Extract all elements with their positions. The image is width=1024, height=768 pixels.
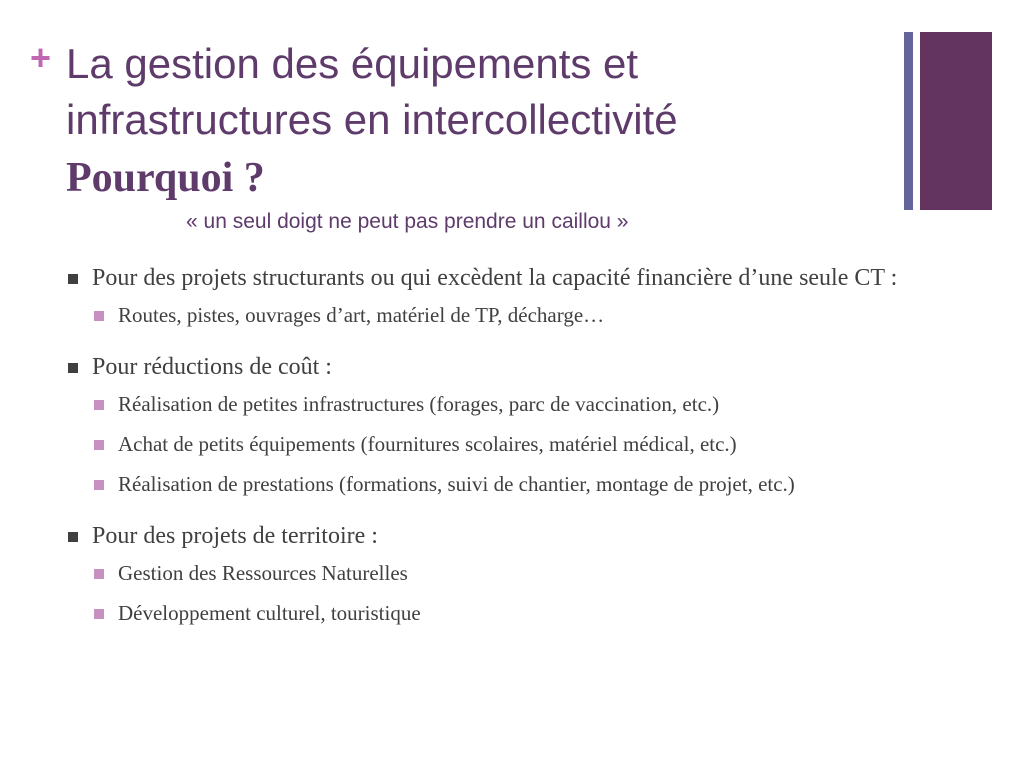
square-sub-bullet-icon	[94, 400, 104, 410]
sub-bullet-text: Gestion des Ressources Naturelles	[118, 561, 408, 585]
slide-subtitle-proverb: « un seul doigt ne peut pas prendre un caillou »	[186, 210, 629, 233]
sub-bullet-text: Routes, pistes, ouvrages d’art, matériel de TP, décharge…	[118, 303, 605, 327]
bullet-item	[68, 262, 988, 294]
bullet-text: Pour réductions de coût :	[92, 354, 332, 380]
slide-title	[66, 36, 886, 208]
square-sub-bullet-icon	[94, 569, 104, 579]
square-sub-bullet-icon	[94, 311, 104, 321]
plus-icon: +	[30, 37, 52, 78]
bullet-text: Pour des projets de territoire :	[92, 523, 378, 549]
title-line-2: infrastructures en intercollectivité	[66, 96, 678, 143]
bullet-text: Pour des projets structurants ou qui excèdent la capacité financière d’une seule CT :	[92, 265, 898, 291]
title-line-1: La gestion des équipements et	[66, 40, 639, 87]
sub-bullet-text: Réalisation de petites infrastructures (forages, parc de vaccination, etc.)	[118, 392, 720, 416]
sub-bullet-item	[68, 300, 988, 331]
sub-bullet-item	[68, 389, 988, 420]
square-sub-bullet-icon	[94, 609, 104, 619]
square-bullet-icon	[68, 274, 78, 284]
sub-bullet-text: Développement culturel, touristique	[118, 601, 421, 625]
sub-bullet-item	[68, 558, 988, 589]
bullet-group-3	[68, 520, 988, 629]
sub-bullet-text: Achat de petits équipements (fournitures scolaires, matériel médical, etc.)	[118, 432, 737, 456]
bullet-list	[68, 262, 988, 649]
bullet-group-1	[68, 262, 988, 331]
decorative-bar-thin	[904, 32, 913, 210]
square-sub-bullet-icon	[94, 480, 104, 490]
square-sub-bullet-icon	[94, 440, 104, 450]
sub-bullet-item	[68, 598, 988, 629]
bullet-group-2	[68, 351, 988, 500]
title-bold-question: Pourquoi ?	[66, 155, 265, 201]
square-bullet-icon	[68, 363, 78, 373]
sub-bullet-item	[68, 469, 988, 500]
sub-bullet-text: Réalisation de prestations (formations, suivi de chantier, montage de projet, etc.)	[118, 472, 795, 496]
decorative-bar-thick	[920, 32, 992, 210]
bullet-item	[68, 351, 988, 383]
square-bullet-icon	[68, 532, 78, 542]
sub-bullet-item	[68, 429, 988, 460]
bullet-item	[68, 520, 988, 552]
